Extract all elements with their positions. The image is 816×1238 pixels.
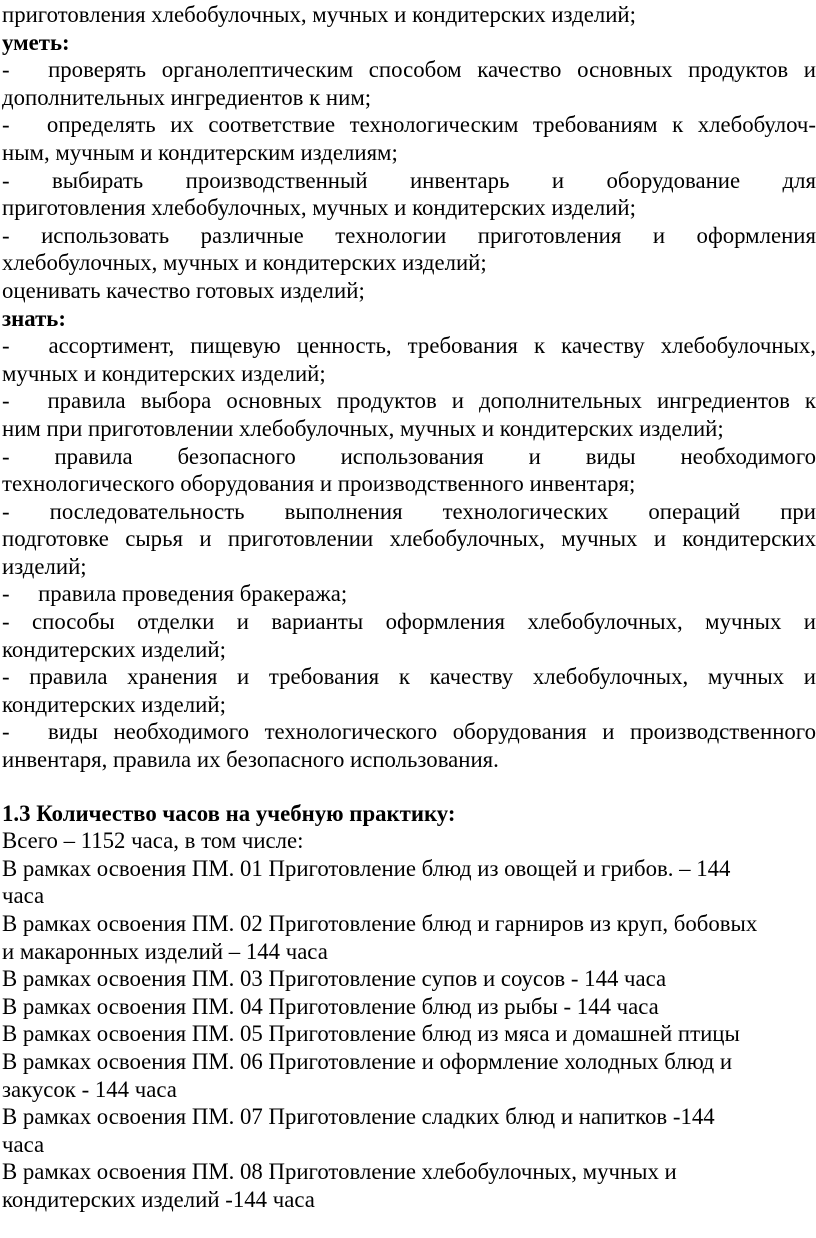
text-line: - ассортимент, пищевую ценность, требования к качеству хлебобулочных, <box>2 333 816 359</box>
text-line: часа <box>2 1131 45 1157</box>
section-heading: знать: <box>2 305 66 331</box>
text-line: и макаронных изделий – 144 часа <box>2 938 328 964</box>
text-line: кондитерских изделий -144 часа <box>2 1186 315 1212</box>
text-line: технологического оборудования и производственного инвентаря; <box>2 471 636 497</box>
text-line: - правила проведения бракеража; <box>2 581 348 607</box>
text-line: - виды необходимого технологического оборудования и производственного <box>2 719 816 745</box>
text-line: - правила безопасного использования и виды необходимого <box>2 443 816 469</box>
text-line: В рамках освоения ПМ. 07 Приготовление сладких блюд и напитков -144 <box>2 1104 715 1130</box>
text-line: кондитерских изделий; <box>2 636 226 662</box>
text-line: - правила хранения и требования к качеству хлебобулочных, мучных и <box>2 664 816 690</box>
text-line: приготовления хлебобулочных, мучных и кондитерских изделий; <box>2 195 636 221</box>
text-line: инвентаря, правила их безопасного использования. <box>2 747 499 773</box>
text-line: В рамках освоения ПМ. 06 Приготовление и оформление холодных блюд и <box>2 1048 733 1074</box>
text-line: приготовления хлебобулочных, мучных и кондитерских изделий; <box>2 2 636 27</box>
text-line: хлебобулочных, мучных и кондитерских изделий; <box>2 250 487 276</box>
text-line: ним при приготовлении хлебобулочных, мучных и кондитерских изделий; <box>2 415 724 441</box>
blank-line <box>2 774 816 800</box>
text-line: мучных и кондитерских изделий; <box>2 360 326 386</box>
text-line: ным, мучным и кондитерским изделиям; <box>2 139 398 165</box>
text-line: - определять их соответствие технологическим требованиям к хлебобулоч- <box>2 112 816 138</box>
text-line: - использовать различные технологии приготовления и оформления <box>2 222 816 248</box>
text-line: Всего – 1152 часа, в том числе: <box>2 828 304 854</box>
text-line: В рамках освоения ПМ. 08 Приготовление хлебобулочных, мучных и <box>2 1159 677 1185</box>
text-line: изделий; <box>2 553 87 579</box>
text-line: подготовке сырья и приготовлении хлебобулочных, мучных и кондитерских <box>2 526 816 552</box>
text-line: В рамках освоения ПМ. 02 Приготовление блюд и гарниров из круп, бобовых <box>2 911 758 936</box>
text-line: часа <box>2 883 45 909</box>
text-line: - правила выбора основных продуктов и дополнительных ингредиентов к <box>2 388 816 414</box>
text-line: закусок - 144 часа <box>2 1076 177 1102</box>
section-heading: 1.3 Количество часов на учебную практику: <box>2 800 456 826</box>
text-line: - способы отделки и варианты оформления хлебобулочных, мучных и <box>2 609 816 635</box>
text-line: кондитерских изделий; <box>2 691 226 717</box>
text-line: - проверять органолептическим способом качество основных продуктов и <box>2 57 816 83</box>
text-line: дополнительных ингредиентов к ним; <box>2 84 372 110</box>
text-line: - выбирать производственный инвентарь и оборудование для <box>2 167 816 193</box>
text-line: оценивать качество готовых изделий; <box>2 277 365 303</box>
section-heading: уметь: <box>2 29 70 55</box>
text-line: - последовательность выполнения технологических операций при <box>2 498 816 524</box>
text-line: В рамках освоения ПМ. 04 Приготовление блюд из рыбы - 144 часа <box>2 993 659 1019</box>
text-line: В рамках освоения ПМ. 01 Приготовление блюд из овощей и грибов. – 144 <box>2 855 731 881</box>
text-line: В рамках освоения ПМ. 05 Приготовление блюд из мяса и домашней птицы <box>2 1021 740 1047</box>
text-line: В рамках освоения ПМ. 03 Приготовление супов и соусов - 144 часа <box>2 966 667 992</box>
